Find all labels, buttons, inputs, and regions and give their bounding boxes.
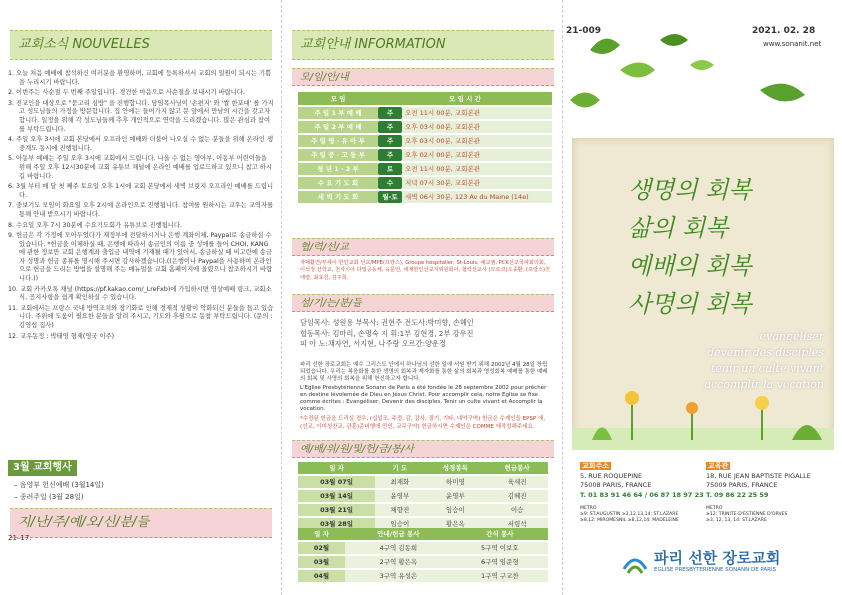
- office-address: [706, 462, 811, 500]
- staff-list: [300, 318, 552, 350]
- table-header: 헌금봉사: [486, 462, 548, 474]
- church-metro: [580, 506, 679, 524]
- table-cell: 임승이: [375, 518, 424, 530]
- meeting-time: 오후 03시 00분, 교회본관: [402, 135, 552, 147]
- website-url[interactable]: www.sonanit.net: [763, 40, 822, 48]
- staff-title: 섬/기/는/분/들: [292, 294, 554, 312]
- issue-date: 2021. 02. 28: [752, 26, 816, 36]
- flowers-illustration: [572, 380, 834, 450]
- table-cell: 김혜진: [486, 490, 548, 502]
- news-item: 4. 주일 오후 3시에 교회 본당에서 오프라인 예배와 더불어 나오실 수 없는 분들을 위해 온라인 생중계도 동시에 진행됩니다.: [8, 136, 274, 152]
- duty-title: 예/배/위/원/및/헌/금/봉/사: [292, 440, 554, 458]
- meeting-day: 토: [378, 163, 402, 175]
- intro-note: *수정된 헌금을 드리실 경우, (십일조, 주정, 감, 감사, 절기, 기타, 내역구역) 헌금은 수제인들 EPSP 에, (선교, 이미성찬교, 관혼)준비행에 만민, 교무구야) 헌금하시면 수제인은 COMME 에작성해주세요.: [300, 416, 546, 430]
- intro-ko: 파리 선한 장로교회는 예수 그리스도 안에서 하나님의 선한 일에 서원 받기 위해 2002년 4월 28일 창립되었습니다. 우리는 복음화를 통한 생명의 회복과 제자화를 통한 삶의 회복과 영성회복 예배를 통한 예배의 회복 및 사명의 회복을 위해 헌신하고자 합니다.: [300, 362, 548, 383]
- meeting-row: [298, 191, 552, 203]
- meeting-name: 주 일 1 부 예 배: [298, 107, 378, 119]
- meeting-time: 오전 11시 00분, 교회본관: [402, 107, 552, 119]
- table-cell: 윤영부: [375, 490, 424, 502]
- office-phone: T. 09 86 22 25 59: [706, 490, 769, 499]
- table-cell: 최재화: [375, 476, 424, 488]
- metro-label: METRO: [580, 506, 597, 511]
- news-item: 12. 교우동정 : 박태영 형제(영국 이주): [8, 332, 115, 340]
- meeting-time: 새벽 06시 30분, 123 Av du Maine (14e): [402, 191, 552, 203]
- table-cell: 육세진: [486, 476, 548, 488]
- table-cell: 임승이: [424, 504, 486, 516]
- offering-header: 지/난/주/예/오/신/분/들: [10, 508, 272, 538]
- addr-line: 5, RUE ROQUEPINE: [580, 471, 643, 480]
- french-motto: devenir des disciples: [707, 346, 824, 359]
- motto-line: 사명의 회복: [628, 290, 752, 318]
- meet-title: 모/임/안/내: [292, 68, 554, 86]
- table-cell: 04월: [298, 570, 345, 582]
- event-item: – 음영부 헌신예배 (3월14일): [14, 481, 104, 489]
- meeting-day: 주: [378, 135, 402, 147]
- events-title: 3월 교회행사: [8, 460, 77, 476]
- meeting-name: 새 벽 기 도 회: [298, 191, 378, 203]
- table-cell: 02월: [298, 542, 345, 554]
- meeting-time: 저녁 07시 30분, 교회본관: [402, 177, 552, 189]
- coop-text: 자페활연/부셰이 한인교회 선교/MPE(프랑스), Groupe hospitalier, St-Louis, 예교엠, PCK선교국파회의회, 이석정 선학교, 천자시아 다밀공동체, 육문언, 세계한인선교지위원회이, 협력선교사 (모로코)오종환, (프랑스)진태령, 최효진, 김주희.: [300, 260, 551, 281]
- table-cell: 1구역 구교찬: [452, 570, 548, 582]
- staff-line: 협동목사: 김마리, 손명숙 지 휘:1부 김현경, 2부 강우진: [300, 328, 474, 338]
- news-item: 11. 교회에서는 프랑스 국내 방역조치와 장기화로 인해 경제적 상황이 악화되신 분들을 돕고 있습니다. 주위에 도움이 필요한 분들을 알려 주시고, 기도와 후원으로 동참 부탁드립니다. (문의 : 김영섭 집사): [8, 304, 274, 330]
- meeting-day: 주: [378, 121, 402, 133]
- meeting-day: 주: [378, 149, 402, 161]
- meet-head-name: 모 임: [298, 92, 378, 105]
- table-header: 안내/헌금 봉사: [345, 528, 452, 540]
- meeting-day: 수: [378, 177, 402, 189]
- news-header: 교회소식 NOUVELLES: [10, 30, 272, 60]
- table-header: 일 자: [298, 528, 345, 540]
- meeting-day: 월-토: [378, 191, 402, 203]
- table-cell: 03월 14일: [298, 490, 375, 502]
- table-header: 간식 봉사: [452, 528, 548, 540]
- meeting-name: 주 일 2 부 예 배: [298, 121, 378, 133]
- church-phone: T. 01 83 91 46 64 / 06 87 18 97 23: [580, 490, 704, 499]
- news-item: 8. 수요일 오후 7시 30분에 수요기도회가 유튜브로 진행됩니다.: [8, 221, 182, 229]
- motto-line: 삶의 회복: [628, 214, 729, 242]
- table-cell: 5구역 이보호: [452, 542, 548, 554]
- news-item: 1. 오늘 처음 예배에 참석하신 여러분을 환영하며, 교회에 등록하셔서 교회의 일원이 되시는 기쁨을 누리시기 바랍니다.: [8, 70, 272, 86]
- duty-table: [298, 460, 548, 532]
- news-item: 6. 3월 부터 매 달 첫 째주 토요일 오후 1시에 교회 본당에서 새벽 브릿지 오프라인 예배를 드립니다.: [8, 183, 274, 199]
- logo-french: EGLISE PRESBYTERIENNE SONANN DE PARIS: [654, 567, 777, 573]
- french-motto: accomplir la vocation: [704, 378, 824, 391]
- meeting-row: [298, 107, 552, 119]
- metro-line: ≥12: TRINITE-D'ESTIENNE D'ORVES: [706, 512, 788, 517]
- table-row: [298, 542, 548, 554]
- event-item: – 종려주일 (3월 28일): [14, 493, 84, 501]
- table-cell: 2구역 황은옥: [345, 556, 452, 568]
- staff-line: 피 아 노:채자연, 서지현, 나주랑 오르간:양운경: [300, 339, 446, 348]
- motto-line: 생명의 회복: [628, 176, 752, 204]
- meeting-time: 오후 02시 00분, 교회본관: [402, 149, 552, 161]
- table-header: 성경봉독: [424, 462, 486, 474]
- news-item: 7. 중보기도 모임이 화요일 오후 2시에 온라인으로 진행됩니다. 참여를 원하시는 교우는 교역자를 통해 안내 받으시기 바랍니다.: [8, 202, 274, 218]
- church-intro: [300, 362, 552, 431]
- offering-text: 21–17.: [8, 534, 32, 542]
- table-cell: 6구역 임준형: [452, 556, 548, 568]
- table-cell: 황은옥: [424, 518, 486, 530]
- news-item: 5. 아동부 예배는 주일 오후 3시에 교회에서 드립니다. 나올 수 없는 영아부, 아동부 어린이들을 위해 주일 오후 12시30분에 교회 유튜브 채널에 온라인 예배를 업로드하고 있으니 참고 하시길 바랍니다.: [8, 155, 272, 180]
- addr-line: 75008 PARIS, FRANCE: [580, 481, 652, 489]
- meeting-name: 수 요 기 도 회: [298, 177, 378, 189]
- table-cell: 03월 21일: [298, 504, 375, 516]
- church-tag: 교회주소: [582, 462, 610, 470]
- meeting-row: [298, 135, 552, 147]
- news-item: 9. 헌금은 각 가정에 모아두었다가 재정부에 전달하시거나 은행 계좌이체, Paypal로 송금하실 수 있습니다. *헌금을 이체하실 때, 은행에 따라서 송금인의 이름 중 성에를 들어 CHOI, KANG에 관한 정보만 교회 은행계좌 출입금 내역에 기재될 때가 있어서, 송금하실 때 비고란에 송금자 성명과 헌금 종류를 명시해 주시면 감사하겠습니다.((은행이나 Paypal을 사용하여 온라인으로 헌금을 드리는 방법을 설명해 주는 매뉴얼을 교회 홈페이지에 올렸으니 참조하시기 바랍니다.)): [8, 232, 273, 283]
- table-cell: 03월 28일: [298, 518, 375, 530]
- table-cell: 채향진: [375, 504, 424, 516]
- meeting-name: 주 일 영 · 유 아 부: [298, 135, 378, 147]
- motto-line: 예배의 회복: [628, 252, 752, 280]
- meeting-day: 주: [378, 107, 402, 119]
- logo-korean: 파리 선한 장로교회: [654, 549, 781, 567]
- table-row: [298, 476, 548, 488]
- news-item: 3. 전교인을 대상으로 "묻고리 심방" 을 진행합니다. 담임목사님이 '손편지' 와 '쌀 한포대' 를 가지고 성도님들의 가정을 방문합니다. 집 안에는 들어가지 않고 문 앞에서 만남의 시간을 갖고자 합니다. 일정을 위해 각 성도님들께 추후 개인적으로 연락을 드리겠습니다. 많은 관심과 참여를 부탁드립니다.: [8, 99, 274, 133]
- coop-title: 협/력/선/교: [292, 238, 554, 256]
- meeting-table: [298, 90, 552, 205]
- table-cell: 하미영: [424, 476, 486, 488]
- table-cell: 서령석: [486, 518, 548, 530]
- info-header: 교회안내 INFORMATION: [292, 30, 554, 60]
- table-row: [298, 556, 548, 568]
- logo-icon: [620, 547, 650, 577]
- table-cell: 윤영부: [424, 490, 486, 502]
- table-cell: 03월 07일: [298, 476, 375, 488]
- table-header: 일 자: [298, 462, 375, 474]
- table-row: [298, 570, 548, 582]
- meeting-row: [298, 149, 552, 161]
- addr-line: 18, RUE JEAN BAPTISTE PIGALLE: [706, 471, 811, 480]
- issue-number: 21-009: [566, 26, 602, 36]
- table-cell: 03월: [298, 556, 345, 568]
- church-address: [580, 462, 704, 500]
- table-cell: 3구역 유성은: [345, 570, 452, 582]
- addr-line: 75009 PARIS, FRANCE: [706, 481, 778, 489]
- church-logo: [620, 545, 790, 581]
- meet-head-time: 모 임 시 간: [378, 92, 552, 105]
- intro-fr: L'Eglise Presbytérienne Sonann de Paris a été fondée le 28 septembre 2002 pour prêcher en destine lévolemée de Dieu en Jésus Christ. Pour accomplir cela, notre Eglise se fixe comme écrites : Evangéliser, Devenir des disciples, Tenir un culte vivant et Accomplir la vocation.: [300, 384, 547, 413]
- table-cell: 이승: [486, 504, 548, 516]
- french-motto: évangéliser: [759, 330, 824, 343]
- meeting-row: [298, 121, 552, 133]
- table-header: 기 도: [375, 462, 424, 474]
- meeting-name: 청 년 1 · 2 부: [298, 163, 378, 175]
- table-row: [298, 490, 548, 502]
- news-item: 2. 이번주는 사순절 두 번째 주일입니다. 경건한 마음으로 사순절을 보내시기 바랍니다.: [8, 89, 245, 97]
- leaves-top-illustration: [560, 30, 842, 150]
- meeting-row: [298, 177, 552, 189]
- serve-table: [298, 526, 548, 584]
- metro-line: ≥3, 12, 13, 14: ST.LAZARE: [706, 518, 767, 523]
- metro-label: METRO: [706, 506, 723, 511]
- meeting-time: 오후 03시 00분, 교회본관: [402, 121, 552, 133]
- table-cell: 4구역 김동희: [345, 542, 452, 554]
- news-item: 10. 교회 카카오톡 채널 (https://pf.kakao.com/_LreFxb)에 가입하시면 영상예배 링크, 교회소식, 공지사항을 쉽게 확인하실 수 있습니다.: [8, 285, 272, 302]
- news-list: [8, 70, 274, 343]
- meeting-time: 오전 11시 00분, 교회본관: [402, 163, 552, 175]
- office-metro: [706, 506, 787, 524]
- meeting-row: [298, 163, 552, 175]
- staff-line: 담임목사: 성원용 부목사: 권현주 전도사:박미향, 손혜인: [300, 318, 474, 327]
- office-tag: 교육관: [708, 462, 729, 470]
- french-motto: tenir un culte vivant: [710, 362, 824, 375]
- metro-line: ≥9: ST.AUGUSTIN ≥3,12,13,14: ST.LAZARE: [580, 512, 679, 517]
- meeting-name: 주 일 중 · 고 등 부: [298, 149, 378, 161]
- metro-line: ≥8,12: MIROMESNIL ≥8,12,14: MADELEINE: [580, 518, 679, 523]
- table-row: [298, 504, 548, 516]
